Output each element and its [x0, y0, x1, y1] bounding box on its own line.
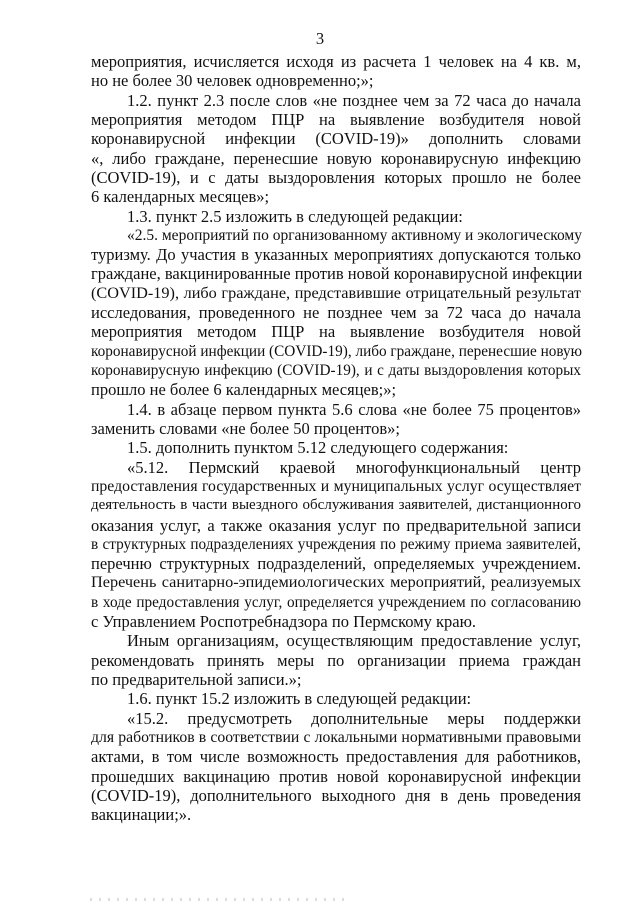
text-line: 6 календарных месяцев»;: [91, 187, 270, 207]
text-line: но не более 30 человек одновременно;»;: [91, 71, 374, 91]
text-line: туризму. До участия в указанных мероприятиях допускаются только: [91, 245, 581, 265]
text-line: актами, в том числе возможность предоставления для работников,: [91, 747, 581, 767]
text-line: с Управлением Роспотребнадзора по Пермскому краю.: [91, 612, 477, 632]
text-line: 1.2. пункт 2.3 после слов «не позднее чем за 72 часа до начала: [127, 90, 581, 110]
text-line: (COVID-19), дополнительного выходного дня в день проведения: [91, 785, 581, 805]
text-line: рекомендовать принять меры по организации приема граждан: [91, 650, 581, 670]
text-line: для работников в соответствии с локальными нормативными правовыми: [91, 728, 581, 746]
text-line: 1.4. в абзаце первом пункта 5.6 слова «не более 75 процентов»: [127, 399, 581, 419]
text-line: Перечень санитарно-эпидемиологических мероприятий, реализуемых: [91, 573, 581, 592]
text-line: «, либо граждане, перенесшие новую коронавирусную инфекцию: [91, 148, 581, 168]
text-line: (COVID-19), либо граждане, представившие отрицательный результат: [91, 283, 581, 302]
text-line: в структурных подразделениях учреждения по режиму приема заявителей,: [91, 535, 581, 553]
text-line: мероприятия методом ПЦР на выявление возбудителя новой: [91, 109, 581, 129]
text-line: «2.5. мероприятий по организованному активному и экологическому: [127, 226, 582, 244]
text-line: 1.5. дополнить пунктом 5.12 следующего содержания:: [127, 438, 509, 458]
text-line: Иным организациям, осуществляющим предоставление услуг,: [127, 631, 581, 651]
text-line: «15.2. предусмотреть дополнительные меры поддержки: [127, 708, 581, 728]
text-line: прошедших вакцинацию против новой коронавирусной инфекции: [91, 766, 581, 786]
text-line: исследования, проведенного не позднее чем за 72 часа до начала: [91, 303, 581, 323]
text-line: 1.3. пункт 2.5 изложить в следующей редакции:: [127, 206, 463, 226]
text-line: граждане, вакцинированные против новой коронавирусной инфекции: [91, 264, 583, 284]
text-line: предоставления государственных и муниципальных услуг осуществляет: [91, 477, 581, 495]
text-line: деятельность в части выездного обслуживания заявителей, дистанционного: [91, 497, 581, 514]
text-line: по предварительной записи.»;: [91, 670, 302, 689]
text-line: коронавирусной инфекции (COVID-19)» дополнить словами: [91, 129, 581, 149]
text-line: перечню структурных подразделений, определяемых учреждением.: [91, 554, 581, 574]
text-line: оказания услуг, а также оказания услуг по предварительной записи: [91, 515, 581, 535]
text-line: 1.6. пункт 15.2 изложить в следующей редакции:: [127, 689, 472, 709]
text-line: мероприятия, исчисляется исходя из расчета 1 человек на 4 кв. м,: [91, 52, 581, 71]
text-line: прошло не более 6 календарных месяцев;»;: [91, 380, 397, 400]
page-number: 3: [315, 29, 325, 48]
text-line: коронавирусной инфекции (COVID-19), либо граждане, перенесшие новую: [91, 342, 583, 360]
text-line: «5.12. Пермский краевой многофункциональный центр: [127, 457, 581, 477]
text-line: вакцинации;».: [91, 805, 192, 825]
text-line: коронавирусную инфекцию (COVID-19), и с даты выздоровления которых: [91, 362, 581, 379]
text-line: в ходе предоставления услуг, определяется учреждением по согласованию: [91, 593, 581, 611]
text-line: мероприятия методом ПЦР на выявление возбудителя новой: [91, 322, 581, 342]
text-line: (COVID-19), и с даты выздоровления которых прошло не более: [91, 167, 581, 187]
scan-artifact: [90, 898, 350, 901]
text-line: заменить словами «не более 50 процентов»;: [91, 418, 400, 438]
document-body: [91, 52, 581, 825]
